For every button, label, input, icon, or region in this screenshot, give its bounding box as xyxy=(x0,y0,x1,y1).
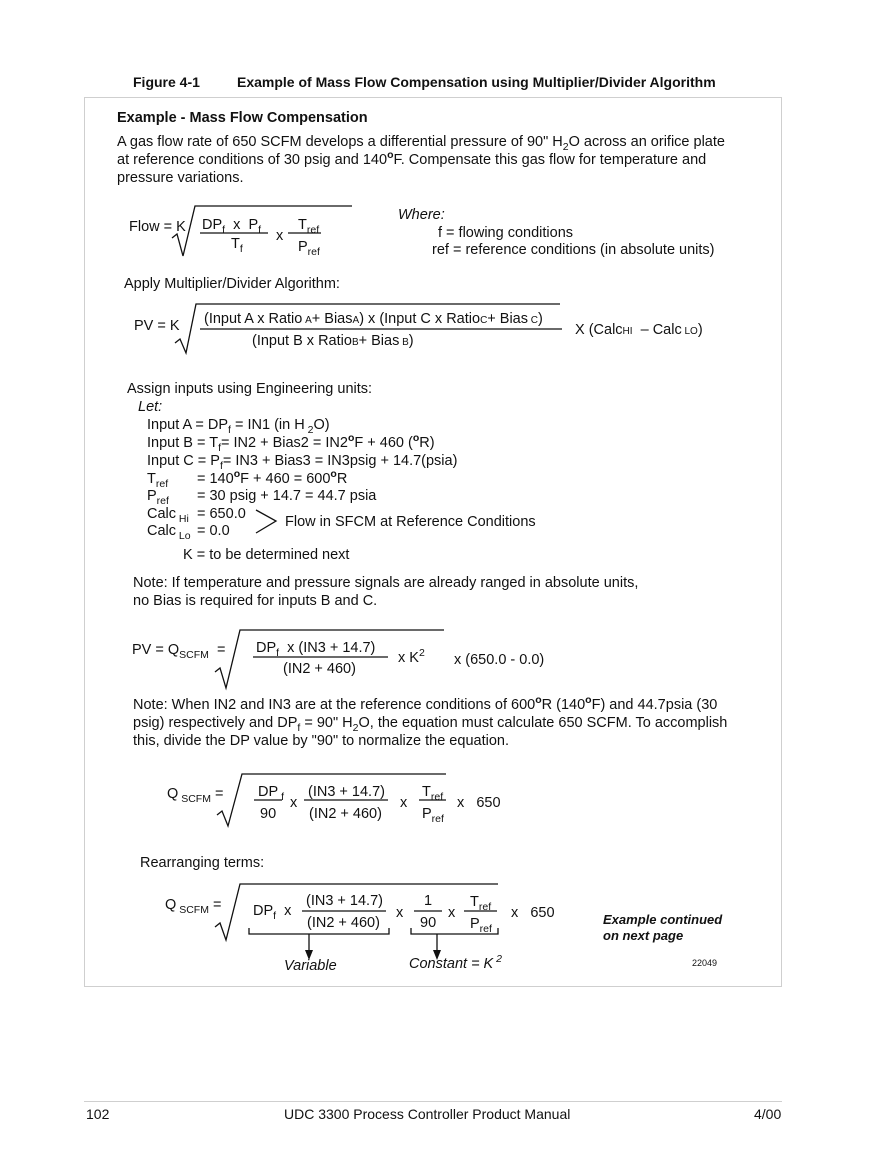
rearrange-title: Rearranging terms: xyxy=(140,855,265,871)
rearranged-den-in2: (IN2 + 460) xyxy=(307,915,380,931)
note2-line2: psig) respectively and $DP_f = 90$" $H_2O$, the equation must calculate 650 SCFM. To accomplish xyxy=(133,715,728,734)
assign-pref-value: = 30 psig + 14.7 = 44.7 psia xyxy=(197,488,377,504)
assign-input-a: Input $A = DP_f = IN1$ (in H $_2$O) xyxy=(147,417,330,436)
flow-times: x xyxy=(276,228,284,244)
continued-line1: Example continued xyxy=(603,912,723,927)
pv-q-k: x $K^2$ xyxy=(398,647,425,666)
flow-lhs: Flow = K xyxy=(129,219,186,235)
rearranged-tref: $T_{ref}$ xyxy=(470,894,492,913)
q-eq-x2: x xyxy=(400,795,408,811)
example-heading: Example - Mass Flow Compensation xyxy=(117,110,368,126)
footer-manual-title: UDC 3300 Process Controller Product Manual xyxy=(284,1106,571,1122)
rearranged-num-in3: (IN3 + 14.7) xyxy=(306,893,383,909)
assign-calc-lo-label: Calc $_{Lo}$ xyxy=(147,523,191,542)
note1-line2: no Bias is required for inputs B and C. xyxy=(133,593,378,609)
rearranged-lhs: Q $_{SCFM}$ = xyxy=(165,897,222,916)
algo-lhs: PV = K xyxy=(134,318,180,334)
pv-q-den: (IN2 + 460) xyxy=(283,661,356,677)
flow-den-2: $P_{ref}$ xyxy=(298,239,320,258)
note1-line1: Note: If temperature and pressure signals are already ranged in absolute units, xyxy=(133,575,639,591)
variable-label: Variable xyxy=(284,958,337,974)
flow-den-1: $T_f$ xyxy=(231,236,243,255)
pv-q-tail: x (650.0 - 0.0) xyxy=(454,652,545,668)
assign-input-c: Input $C = P_f= IN3$ + Bias3 = IN3psig + 14.7(psia) xyxy=(147,453,458,472)
figure-number: Figure 4-1 xyxy=(133,74,200,90)
assign-input-b: Input $B = T_f= IN2$ + Bias2 = $IN2^oF + 460$ ($^o$R) xyxy=(147,432,435,454)
where-ref: ref = reference conditions (in absolute units) xyxy=(432,242,715,258)
algo-denominator: (Input B x RatioB+ Bias B) xyxy=(252,333,414,349)
q-eq-den1: 90 xyxy=(260,806,277,822)
assign-let: Let: xyxy=(138,399,163,415)
note2-line1: Note: When IN2 and IN3 are at the reference conditions of 600$^o$R (140$^o$F) and 44.7psia (30 xyxy=(133,694,718,713)
assign-k-note: K = to be determined next xyxy=(183,547,350,563)
rearranged-x1: x xyxy=(396,905,404,921)
algo-calc: X (CalcHI – Calc LO) xyxy=(575,322,703,338)
assign-calc-hi-label: Calc $_{Hi}$ xyxy=(147,506,189,525)
note2-line3: this, divide the DP value by "90" to normalize the equation. xyxy=(133,733,509,749)
figure-code: 22049 xyxy=(692,958,718,968)
assign-flow-note: Flow in SFCM at Reference Conditions xyxy=(285,514,536,530)
constant-label: Constant = K $^2$ xyxy=(409,953,502,972)
flow-num-1: $DP_f$ x $P_f$ xyxy=(202,217,262,236)
footer-rule xyxy=(84,1101,782,1102)
footer-date: 4/00 xyxy=(754,1106,782,1122)
algo-numerator: (Input A x Ratio A+ BiasA) x (Input C x RatioC+ Bias C) xyxy=(204,311,543,327)
where-label: Where: xyxy=(398,207,445,223)
intro-line-3: pressure variations. xyxy=(117,170,244,186)
intro-line-1: A gas flow rate of 650 SCFM develops a differential pressure of 90" $H_2O$ across an orifice plate xyxy=(117,134,725,153)
rearranged-x2: x xyxy=(448,905,456,921)
rearranged-pref: $P_{ref}$ xyxy=(470,916,492,935)
algo-title: Apply Multiplier/Divider Algorithm: xyxy=(124,276,340,292)
intro-line-2: at reference conditions of 30 psig and 140$^o$F. Compensate this gas flow for temperature and xyxy=(117,149,707,168)
rearranged-dp: $DP_f$ x xyxy=(253,903,292,922)
q-eq-num3: $T_{ref}$ xyxy=(422,784,444,803)
pv-q-lhs: PV = $Q_{SCFM}$ = xyxy=(132,642,226,661)
figure-title: Example of Mass Flow Compensation using Multiplier/Divider Algorithm xyxy=(237,74,716,90)
footer-page-number: 102 xyxy=(86,1106,110,1122)
continued-line2: on next page xyxy=(603,928,684,943)
rearranged-tail: x 650 xyxy=(511,905,555,921)
q-eq-den3: $P_{ref}$ xyxy=(422,806,444,825)
q-eq-tail: x 650 xyxy=(457,795,501,811)
q-eq-num1: DP $_f$ xyxy=(258,784,284,803)
where-f: f = flowing conditions xyxy=(438,225,574,241)
q-eq-den2: (IN2 + 460) xyxy=(309,806,382,822)
assign-pref-label: $P_{ref}$ xyxy=(147,488,169,507)
q-eq-lhs: Q $_{SCFM}$ = xyxy=(167,786,224,805)
assign-tref-label: $T_{ref}$ xyxy=(147,471,169,490)
rearranged-one: 1 xyxy=(424,893,433,909)
pv-q-num: $DP_f$ x (IN3 + 14.7) xyxy=(256,640,376,659)
rearranged-ninety: 90 xyxy=(420,915,437,931)
q-eq-num2: (IN3 + 14.7) xyxy=(308,784,385,800)
assign-calc-lo-value: = 0.0 xyxy=(197,523,230,539)
assign-title: Assign inputs using Engineering units: xyxy=(127,381,373,397)
assign-calc-hi-value: = 650.0 xyxy=(197,506,246,522)
assign-tref-value: = $140^oF + 460 = 600^oR$ xyxy=(197,468,348,487)
flow-num-2: $T_{ref}$ xyxy=(298,217,320,236)
q-eq-x1: x xyxy=(290,795,298,811)
